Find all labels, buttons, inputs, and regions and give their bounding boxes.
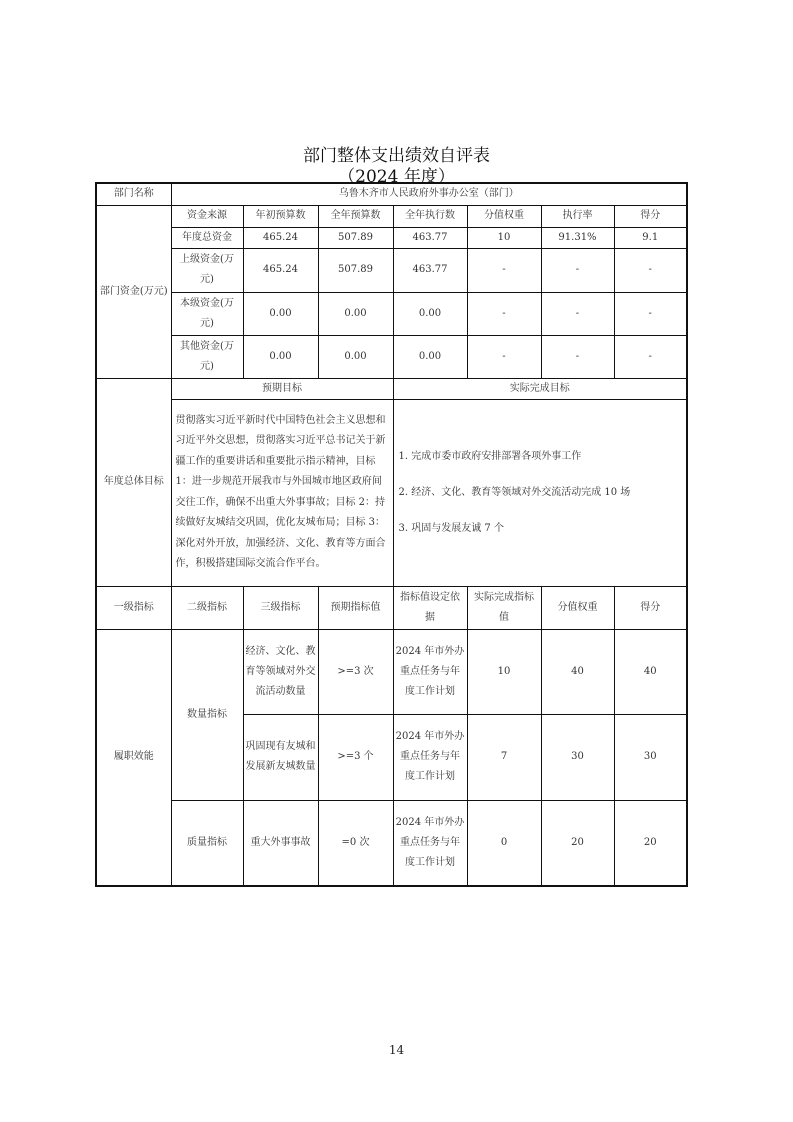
- goals-label: 年度总体目标: [96, 378, 171, 586]
- funds-cell: 0.00: [318, 292, 393, 335]
- funds-cell: 0.00: [243, 335, 318, 378]
- funds-header: 全年预算数: [318, 205, 393, 227]
- actual-goal-item: 1. 完成市委市政府安排部署各项外事工作: [398, 450, 582, 462]
- indicator-header: 三级指标: [243, 586, 318, 629]
- indicator-cell: 巩固现有友城和发展新友城数量: [243, 714, 318, 800]
- expected-goal-text: 贯彻落实习近平新时代中国特色社会主义思想和习近平外交思想，贯彻落实习近平总书记关于新疆工作的重要讲话和重要批示指示精神，目标 1：进一步规范开展我市与外国城市地区政府间交往工作，确保不出重大外事事故；目标 2：持续做好友城结交巩固，优化友城布局；目标 3：深化对外开放，加强经济、文化、教育等方面合作，积极搭建国际交流合作平台。: [171, 399, 393, 586]
- funds-cell: 上级资金(万元): [171, 248, 243, 292]
- funds-cell: -: [541, 248, 614, 292]
- funds-cell: -: [541, 335, 614, 378]
- level2-indicator: 质量指标: [171, 800, 243, 886]
- performance-table: [95, 182, 688, 887]
- indicator-cell: 40: [614, 629, 687, 714]
- indicator-header: 二级指标: [171, 586, 243, 629]
- indicator-cell: =0 次: [318, 800, 393, 886]
- actual-goal-header: 实际完成目标: [393, 378, 687, 399]
- funds-cell: 其他资金(万元): [171, 335, 243, 378]
- funds-cell: 507.89: [318, 248, 393, 292]
- indicator-header: 预期指标值: [318, 586, 393, 629]
- funds-header: 全年执行数: [393, 205, 467, 227]
- level2-indicator: 数量指标: [171, 629, 243, 800]
- indicator-cell: 7: [467, 714, 541, 800]
- funds-cell: 0.00: [243, 292, 318, 335]
- funds-label: 部门资金(万元): [96, 205, 171, 378]
- funds-cell: 0.00: [393, 292, 467, 335]
- indicator-row: [96, 629, 687, 714]
- funds-cell: 91.31%: [541, 227, 614, 248]
- funds-row: [96, 292, 687, 335]
- dept-name: 乌鲁木齐市人民政府外事办公室（部门）: [171, 183, 687, 205]
- indicator-cell: 经济、文化、教育等领域对外交流活动数量: [243, 629, 318, 714]
- funds-row: [96, 227, 687, 248]
- indicator-row: [96, 800, 687, 886]
- page-number: 14: [388, 1043, 405, 1057]
- indicator-cell: >=3 个: [318, 714, 393, 800]
- funds-cell: 0.00: [318, 335, 393, 378]
- indicator-header: 指标值设定依据: [393, 586, 467, 629]
- funds-cell: 0.00: [393, 335, 467, 378]
- funds-row: [96, 248, 687, 292]
- funds-header: 得分: [614, 205, 687, 227]
- indicator-cell: 0: [467, 800, 541, 886]
- expected-goal-header: 预期目标: [171, 378, 393, 399]
- funds-cell: -: [614, 335, 687, 378]
- funds-cell: 10: [467, 227, 541, 248]
- page-title: 部门整体支出绩效自评表: [303, 146, 490, 166]
- dept-label: 部门名称: [96, 183, 171, 205]
- funds-header: 分值权重: [467, 205, 541, 227]
- funds-header: 年初预算数: [243, 205, 318, 227]
- funds-cell: 465.24: [243, 227, 318, 248]
- funds-cell: -: [614, 292, 687, 335]
- funds-cell: 年度总资金: [171, 227, 243, 248]
- actual-goal-list: [393, 399, 687, 586]
- indicator-header: 得分: [614, 586, 687, 629]
- funds-cell: 本级资金(万元): [171, 292, 243, 335]
- funds-cell: 463.77: [393, 227, 467, 248]
- indicator-cell: 10: [467, 629, 541, 714]
- actual-goal-item: 3. 巩固与发展友诚 7 个: [398, 522, 504, 534]
- indicator-header: 一级指标: [96, 586, 171, 629]
- page-subtitle: （2024 年度）: [338, 167, 455, 187]
- funds-row: [96, 335, 687, 378]
- actual-goal-item: 2. 经济、文化、教育等领域对外交流活动完成 10 场: [398, 486, 631, 498]
- indicator-header: 实际完成指标值: [467, 586, 541, 629]
- funds-header: 执行率: [541, 205, 614, 227]
- indicator-cell: 20: [614, 800, 687, 886]
- funds-cell: -: [467, 335, 541, 378]
- funds-cell: -: [614, 248, 687, 292]
- indicator-header: 分值权重: [541, 586, 614, 629]
- funds-cell: -: [541, 292, 614, 335]
- funds-cell: 463.77: [393, 248, 467, 292]
- funds-header: 资金来源: [171, 205, 243, 227]
- indicator-cell: 30: [541, 714, 614, 800]
- level1-indicator: 履职效能: [96, 629, 171, 886]
- indicator-cell: 20: [541, 800, 614, 886]
- funds-cell: 507.89: [318, 227, 393, 248]
- indicator-cell: 2024 年市外办重点任务与年度工作计划: [393, 714, 467, 800]
- funds-cell: -: [467, 292, 541, 335]
- funds-cell: 9.1: [614, 227, 687, 248]
- funds-cell: -: [467, 248, 541, 292]
- indicator-cell: 40: [541, 629, 614, 714]
- indicator-cell: 2024 年市外办重点任务与年度工作计划: [393, 629, 467, 714]
- funds-cell: 465.24: [243, 248, 318, 292]
- indicator-cell: 30: [614, 714, 687, 800]
- indicator-cell: >=3 次: [318, 629, 393, 714]
- indicator-cell: 重大外事事故: [243, 800, 318, 886]
- indicator-cell: 2024 年市外办重点任务与年度工作计划: [393, 800, 467, 886]
